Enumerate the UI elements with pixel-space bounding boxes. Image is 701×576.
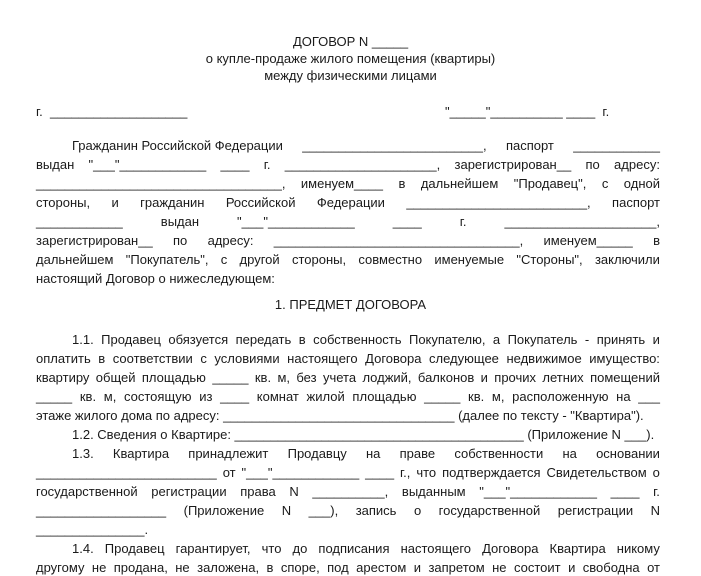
word: регистрации: [151, 484, 227, 499]
word: (Приложение: [183, 503, 265, 518]
text-line: [36, 484, 660, 500]
word: регистрации: [557, 503, 634, 518]
word: выдан: [160, 214, 200, 229]
word: подтверждается: [442, 465, 541, 480]
word: г.: [653, 484, 660, 499]
word: "___"____________: [88, 157, 207, 172]
word: и: [413, 560, 422, 575]
word: не: [91, 560, 107, 575]
word: подписания: [318, 541, 390, 556]
word: гражданин: [140, 195, 205, 210]
contract-title: ДОГОВОР N _____: [292, 34, 409, 49]
text-line: [36, 214, 660, 230]
word: собственность: [313, 332, 402, 347]
word: N: [289, 484, 299, 499]
text-line: [72, 541, 660, 557]
word: балконов: [417, 370, 475, 385]
word: собственности: [454, 446, 544, 461]
word: N: [650, 503, 660, 518]
word: кв.: [468, 389, 485, 404]
word: 1.1.: [72, 332, 94, 347]
word: "___"____________: [237, 214, 355, 229]
word: паспорт: [505, 138, 554, 153]
word: на: [365, 446, 381, 461]
word: именуемые: [434, 252, 505, 267]
text-line: [72, 332, 660, 348]
word: _________________________,: [406, 195, 591, 210]
word: ____: [392, 214, 422, 229]
word: запись: [355, 503, 397, 518]
word: Федерации: [316, 195, 385, 210]
word: в: [398, 176, 406, 191]
text-line: [36, 389, 660, 405]
text-line: [36, 157, 660, 173]
text-line: [36, 522, 148, 538]
word: именуем_____: [543, 233, 633, 248]
word: г.: [263, 157, 271, 172]
word: __________________________________,: [36, 176, 286, 191]
word: никому: [616, 541, 660, 556]
word: заключили: [594, 252, 660, 267]
word: другому: [36, 560, 85, 575]
word: до: [292, 541, 308, 556]
word: площадью: [352, 389, 417, 404]
contract-subtitle: о купле-продаже жилого помещения (квартиры): [205, 51, 496, 66]
word: споре,: [280, 560, 320, 575]
date-field: "_____"__________ ____ г.: [445, 104, 610, 119]
text-line: [36, 408, 644, 424]
word: прочих: [494, 370, 537, 385]
word: и: [652, 332, 660, 347]
word: настоящего: [400, 541, 472, 556]
word: без: [296, 370, 317, 385]
word: ____: [610, 484, 640, 499]
word: ____: [220, 389, 250, 404]
word: основании: [596, 446, 660, 461]
word: и: [568, 560, 576, 575]
word: продана,: [113, 560, 168, 575]
word: под: [327, 560, 349, 575]
word: по: [173, 233, 188, 248]
word: оплатить: [36, 351, 91, 366]
word: м,: [491, 389, 505, 404]
word: _____: [36, 389, 73, 404]
word: от: [222, 465, 236, 480]
word: состоящую: [124, 389, 192, 404]
word: а: [492, 332, 501, 347]
word: лоджий,: [362, 370, 412, 385]
word: соответствии: [112, 351, 193, 366]
text-line: [36, 176, 660, 192]
word: Российской: [225, 195, 296, 210]
word: стороны,: [36, 195, 91, 210]
word: гарантирует,: [175, 541, 251, 556]
word: "___"____________: [479, 484, 597, 499]
word: г.,: [400, 465, 411, 480]
word: принадлежит: [188, 446, 269, 461]
word: Продавец: [104, 541, 165, 556]
word: __________,: [312, 484, 389, 499]
word: Квартира: [549, 541, 606, 556]
text-line: [36, 195, 660, 211]
word: "Покупатель",: [125, 252, 209, 267]
word: кв.: [79, 389, 97, 404]
word: ____________: [36, 214, 123, 229]
word: совместно: [358, 252, 423, 267]
word: права: [240, 484, 276, 499]
word: 1.3.: [72, 446, 94, 461]
word: настоящего: [287, 351, 358, 366]
word: зарегистрирован__: [454, 157, 572, 172]
text-line: [72, 138, 660, 154]
word: Свидетельством: [546, 465, 647, 480]
word: кв.: [254, 370, 272, 385]
word: ____: [365, 465, 395, 480]
contract-parties-note: между физическими лицами: [264, 68, 437, 83]
word: и: [480, 370, 488, 385]
text-line: [36, 271, 275, 287]
word: выданным: [401, 484, 466, 499]
word: условиями: [214, 351, 280, 366]
word: площадью: [141, 370, 206, 385]
word: именуем____: [300, 176, 383, 191]
word: паспорт: [612, 195, 660, 210]
word: Покупателю,: [408, 332, 486, 347]
word: _________________________,: [302, 138, 487, 153]
word: ____: [220, 157, 250, 172]
word: арестом: [356, 560, 407, 575]
word: запретом: [428, 560, 485, 575]
word: дальнейшем: [420, 176, 499, 191]
word: ____________: [573, 138, 660, 153]
word: учета: [322, 370, 357, 385]
word: принять: [596, 332, 646, 347]
word: "Продавец",: [513, 176, 587, 191]
word: о: [652, 465, 660, 480]
text-line: [36, 252, 660, 268]
word: 1.4.: [72, 541, 94, 556]
word: и: [111, 195, 119, 210]
word: квартиру: [36, 370, 90, 385]
word: государственной: [36, 484, 138, 499]
word: государственной: [438, 503, 541, 518]
word: дальнейшем: [36, 252, 114, 267]
word: помещений: [590, 370, 660, 385]
word: по: [585, 157, 600, 172]
word: "Стороны",: [516, 252, 583, 267]
word: N: [281, 503, 292, 518]
word: м,: [103, 389, 117, 404]
section-title: 1. ПРЕДМЕТ ДОГОВОРА: [274, 297, 427, 312]
word: 1.2. Сведения о Квартире: ________________________________________ (Приложение N ___).: [72, 427, 655, 442]
word: выдан: [36, 157, 75, 172]
word: одной: [623, 176, 660, 191]
word: стороны,: [291, 252, 347, 267]
word: Договора: [482, 541, 539, 556]
word: свободна: [582, 560, 640, 575]
word: о: [413, 503, 422, 518]
word: _____: [424, 389, 461, 404]
word: этаже жилого дома по адресу: ________________________________ (далее по тексту - "Квартира").: [36, 408, 644, 423]
word: комнат: [256, 389, 299, 404]
word: расположенную: [512, 389, 609, 404]
word: что: [261, 541, 282, 556]
word: -: [584, 332, 590, 347]
word: что: [416, 465, 437, 480]
word: с: [601, 176, 609, 191]
word: г.: [459, 214, 467, 229]
word: заложена,: [197, 560, 260, 575]
word: следующее: [429, 351, 499, 366]
word: из: [199, 389, 213, 404]
text-line: [36, 351, 660, 367]
word: _________________________: [36, 465, 217, 480]
word: имущество:: [589, 351, 660, 366]
word: летних: [542, 370, 584, 385]
word: _____________________,: [504, 214, 660, 229]
word: передать: [235, 332, 292, 347]
word: адресу:: [207, 233, 254, 248]
word: м,: [277, 370, 290, 385]
text-line: [72, 427, 654, 443]
word: Продавец: [101, 332, 161, 347]
word: __________________________________,: [273, 233, 524, 248]
text-line: [72, 446, 660, 462]
word: адресу:: [614, 157, 660, 172]
word: __________________: [36, 503, 167, 518]
word: не: [175, 560, 190, 575]
word: Покупатель: [507, 332, 578, 347]
word: в: [266, 560, 274, 575]
word: обязуется: [168, 332, 229, 347]
word: настоящий Договор о нижеследующем:: [36, 271, 275, 286]
word: Квартира: [112, 446, 170, 461]
text-line: [36, 370, 660, 386]
word: ___: [638, 389, 660, 404]
text-line: [36, 560, 660, 576]
word: на: [562, 446, 577, 461]
city-field: г. ___________________: [36, 104, 188, 119]
word: праве: [399, 446, 436, 461]
word: Продавцу: [287, 446, 347, 461]
word: состоит: [513, 560, 561, 575]
text-line: [36, 503, 660, 519]
word: жилой: [306, 389, 345, 404]
text-line: [36, 233, 660, 249]
word: Договора: [365, 351, 422, 366]
word: в: [298, 332, 306, 347]
word: _____: [212, 370, 249, 385]
word: "___"____________: [241, 465, 360, 480]
word: зарегистрирован__: [36, 233, 153, 248]
text-line: [36, 465, 660, 481]
word: не: [492, 560, 507, 575]
word: общей: [95, 370, 136, 385]
word: с: [220, 252, 228, 267]
word: на: [616, 389, 631, 404]
word: _______________.: [36, 522, 149, 537]
word: в: [98, 351, 106, 366]
word: в: [653, 233, 660, 248]
word: Гражданин Российской Федерации: [72, 138, 283, 153]
word: от: [647, 560, 660, 575]
word: другой: [239, 252, 280, 267]
word: ___),: [308, 503, 339, 518]
word: _____________________,: [284, 157, 441, 172]
word: недвижимое: [506, 351, 582, 366]
word: с: [200, 351, 207, 366]
